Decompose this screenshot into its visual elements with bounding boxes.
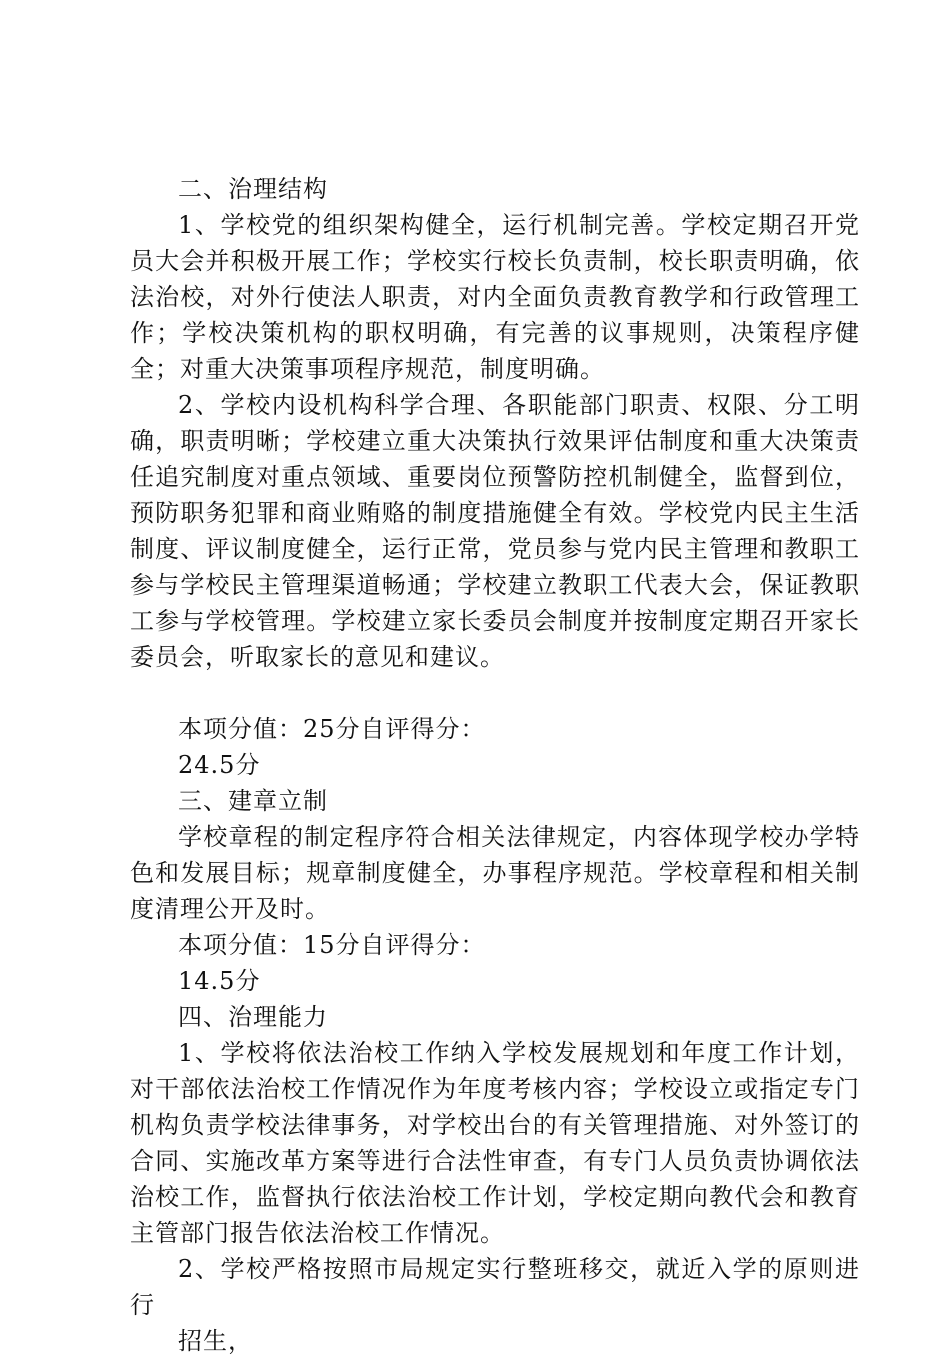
paragraph-party-organization: 1、学校党的组织架构健全，运行机制完善。学校定期召开党员大会并积极开展工作；学校实行校长负责制，校长职责明确，依法治校，对外行使法人职责，对内全面负责教育教学和行政管理工作；学校决策机构的职权明确，有完善的议事规则，决策程序健全；对重大决策事项程序规范，制度明确。 (130, 211, 860, 383)
paragraph-rule-of-law-planning: 1、学校将依法治校工作纳入学校发展规划和年度工作计划，对干部依法治校工作情况作为年度考核内容；学校设立或指定专门机构负责学校法律事务，对学校出台的有关管理措施、对外签订的合同、实施改革方案等进行合法性审查，有专门人员负责协调依法治校工作，监督执行依法治校工作计划，学校定期向教代会和教育主管部门报告依法治校工作情况。 (130, 1039, 860, 1247)
score-value-governance: 24.5分 (178, 751, 261, 779)
paragraph-internal-institutions: 2、学校内设机构科学合理、各职能部门职责、权限、分工明确，职责明晰；学校建立重大决策执行效果评估制度和重大决策责任追究制度对重点领域、重要岗位预警防控机制健全，监督到位，预防职务犯罪和商业贿赂的制度措施健全有效。学校党内民主生活制度、评议制度健全，运行正常，党员参与党内民主管理和教职工参与学校民主管理渠道畅通；学校建立教职工代表大会，保证教职工参与学校管理。学校建立家长委员会制度并按制度定期召开家长委员会，听取家长的意见和建议。 (130, 391, 860, 671)
paragraph-enrollment-continued: 招生， (178, 1327, 253, 1355)
section-heading-governance-capacity: 四、治理能力 (178, 1003, 328, 1031)
score-value-regulations: 14.5分 (178, 967, 261, 995)
paragraph-school-charter: 学校章程的制定程序符合相关法律规定，内容体现学校办学特色和发展目标；规章制度健全，办事程序规范。学校章程和相关制度清理公开及时。 (130, 823, 860, 923)
score-line-governance: 本项分值：25分自评得分： (178, 715, 486, 743)
section-heading-regulations: 三、建章立制 (178, 787, 328, 815)
score-line-regulations: 本项分值：15分自评得分： (178, 931, 486, 959)
section-heading-governance-structure: 二、治理结构 (178, 175, 328, 203)
document-body (130, 171, 860, 1359)
paragraph-enrollment: 2、学校严格按照市局规定实行整班移交，就近入学的原则进行 (130, 1255, 860, 1319)
